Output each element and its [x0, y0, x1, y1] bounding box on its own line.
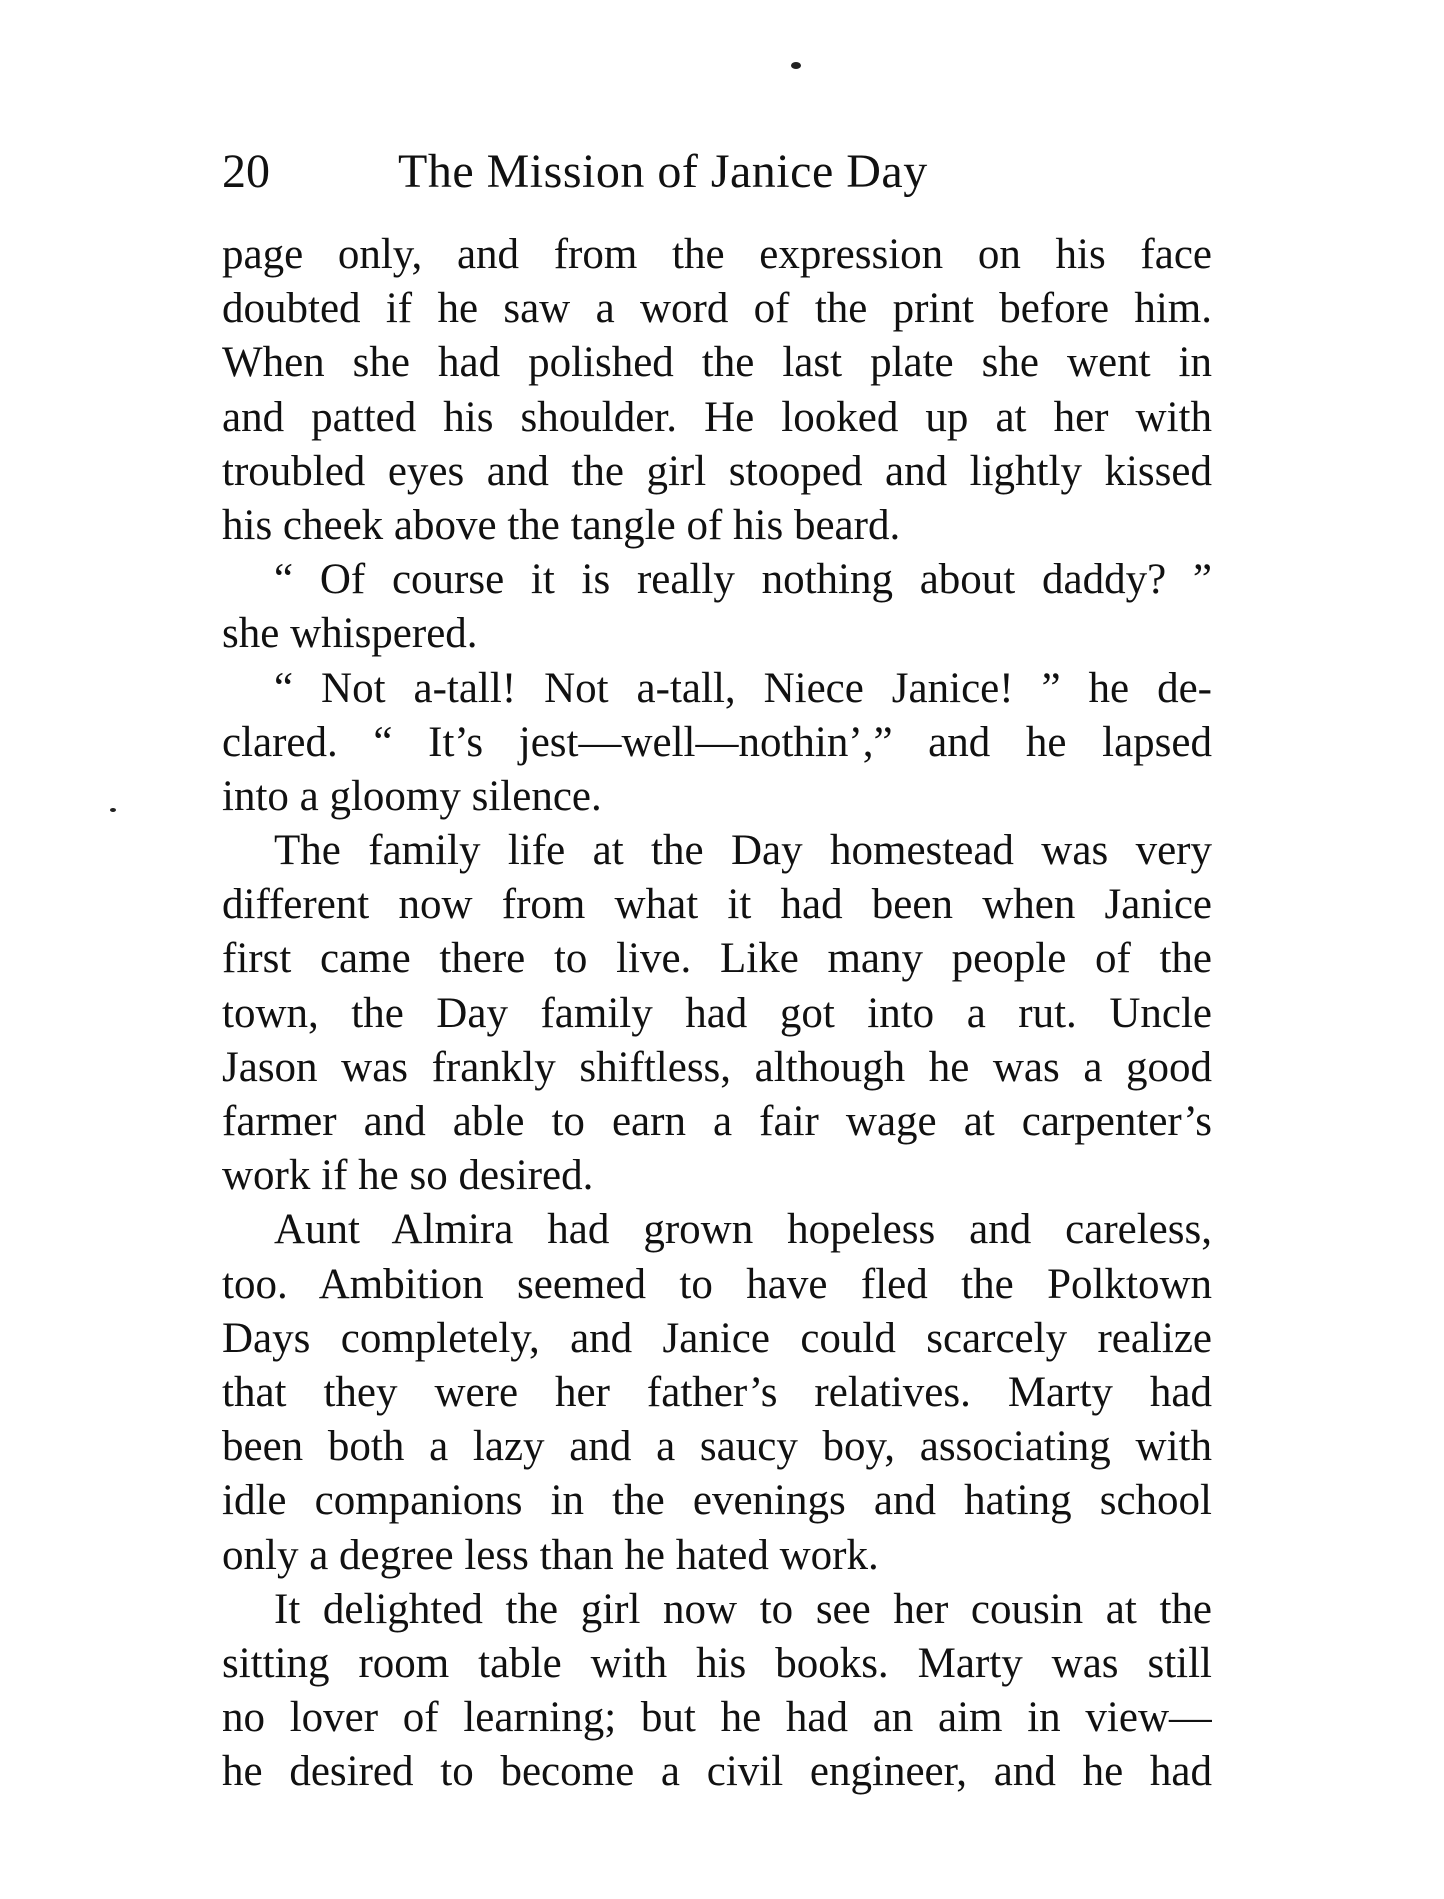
text-line: that they were her father’s relatives. Marty had — [222, 1368, 1212, 1416]
text-line: town, the Day family had got into a rut. Uncle — [222, 989, 1212, 1037]
page-number: 20 — [222, 145, 270, 198]
text-line: troubled eyes and the girl stooped and lightly kissed — [222, 447, 1212, 495]
text-line: Jason was frankly shiftless, although he was a good — [222, 1043, 1212, 1091]
text-line: she whispered. — [222, 610, 478, 658]
text-line: The family life at the Day homestead was very — [274, 827, 1212, 875]
text-line: no lover of learning; but he had an aim in view— — [222, 1694, 1212, 1742]
ink-speck — [110, 808, 116, 812]
text-line: “ Of course it is really nothing about daddy? ” — [274, 556, 1212, 604]
text-line: idle companions in the evenings and hating school — [222, 1477, 1212, 1525]
text-line: into a gloomy silence. — [222, 772, 602, 820]
text-line: When she had polished the last plate she went in — [222, 339, 1212, 387]
page-header — [222, 140, 1032, 204]
text-line: only a degree less than he hated work. — [222, 1531, 879, 1579]
text-line: “ Not a-tall! Not a-tall, Niece Janice! ” he de- — [274, 664, 1212, 712]
text-line: been both a lazy and a saucy boy, associating with — [222, 1423, 1212, 1471]
text-line: clared. “ It’s jest—well—nothin’,” and he lapsed — [222, 718, 1212, 766]
body-text — [222, 228, 1212, 1799]
text-line: It delighted the girl now to see her cousin at the — [274, 1585, 1212, 1633]
text-line: first came there to live. Like many people of the — [222, 935, 1212, 983]
text-line: different now from what it had been when Janice — [222, 881, 1212, 929]
text-line: doubted if he saw a word of the print before him. — [222, 285, 1212, 333]
ink-speck — [791, 62, 801, 69]
text-line: work if he so desired. — [222, 1152, 594, 1200]
text-line: he desired to become a civil engineer, and he had — [222, 1748, 1212, 1796]
text-line: farmer and able to earn a fair wage at carpenter’s — [222, 1098, 1212, 1145]
text-line: his cheek above the tangle of his beard. — [222, 501, 901, 549]
text-line: Aunt Almira had grown hopeless and careless, — [274, 1206, 1212, 1254]
text-line: page only, and from the expression on his face — [222, 231, 1212, 278]
text-line: Days completely, and Janice could scarcely realize — [222, 1314, 1212, 1362]
text-line: and patted his shoulder. He looked up at her with — [222, 393, 1212, 441]
running-title: The Mission of Janice Day — [398, 145, 928, 198]
text-line: sitting room table with his books. Marty was still — [222, 1639, 1212, 1687]
text-line: too. Ambition seemed to have fled the Polktown — [222, 1260, 1212, 1308]
